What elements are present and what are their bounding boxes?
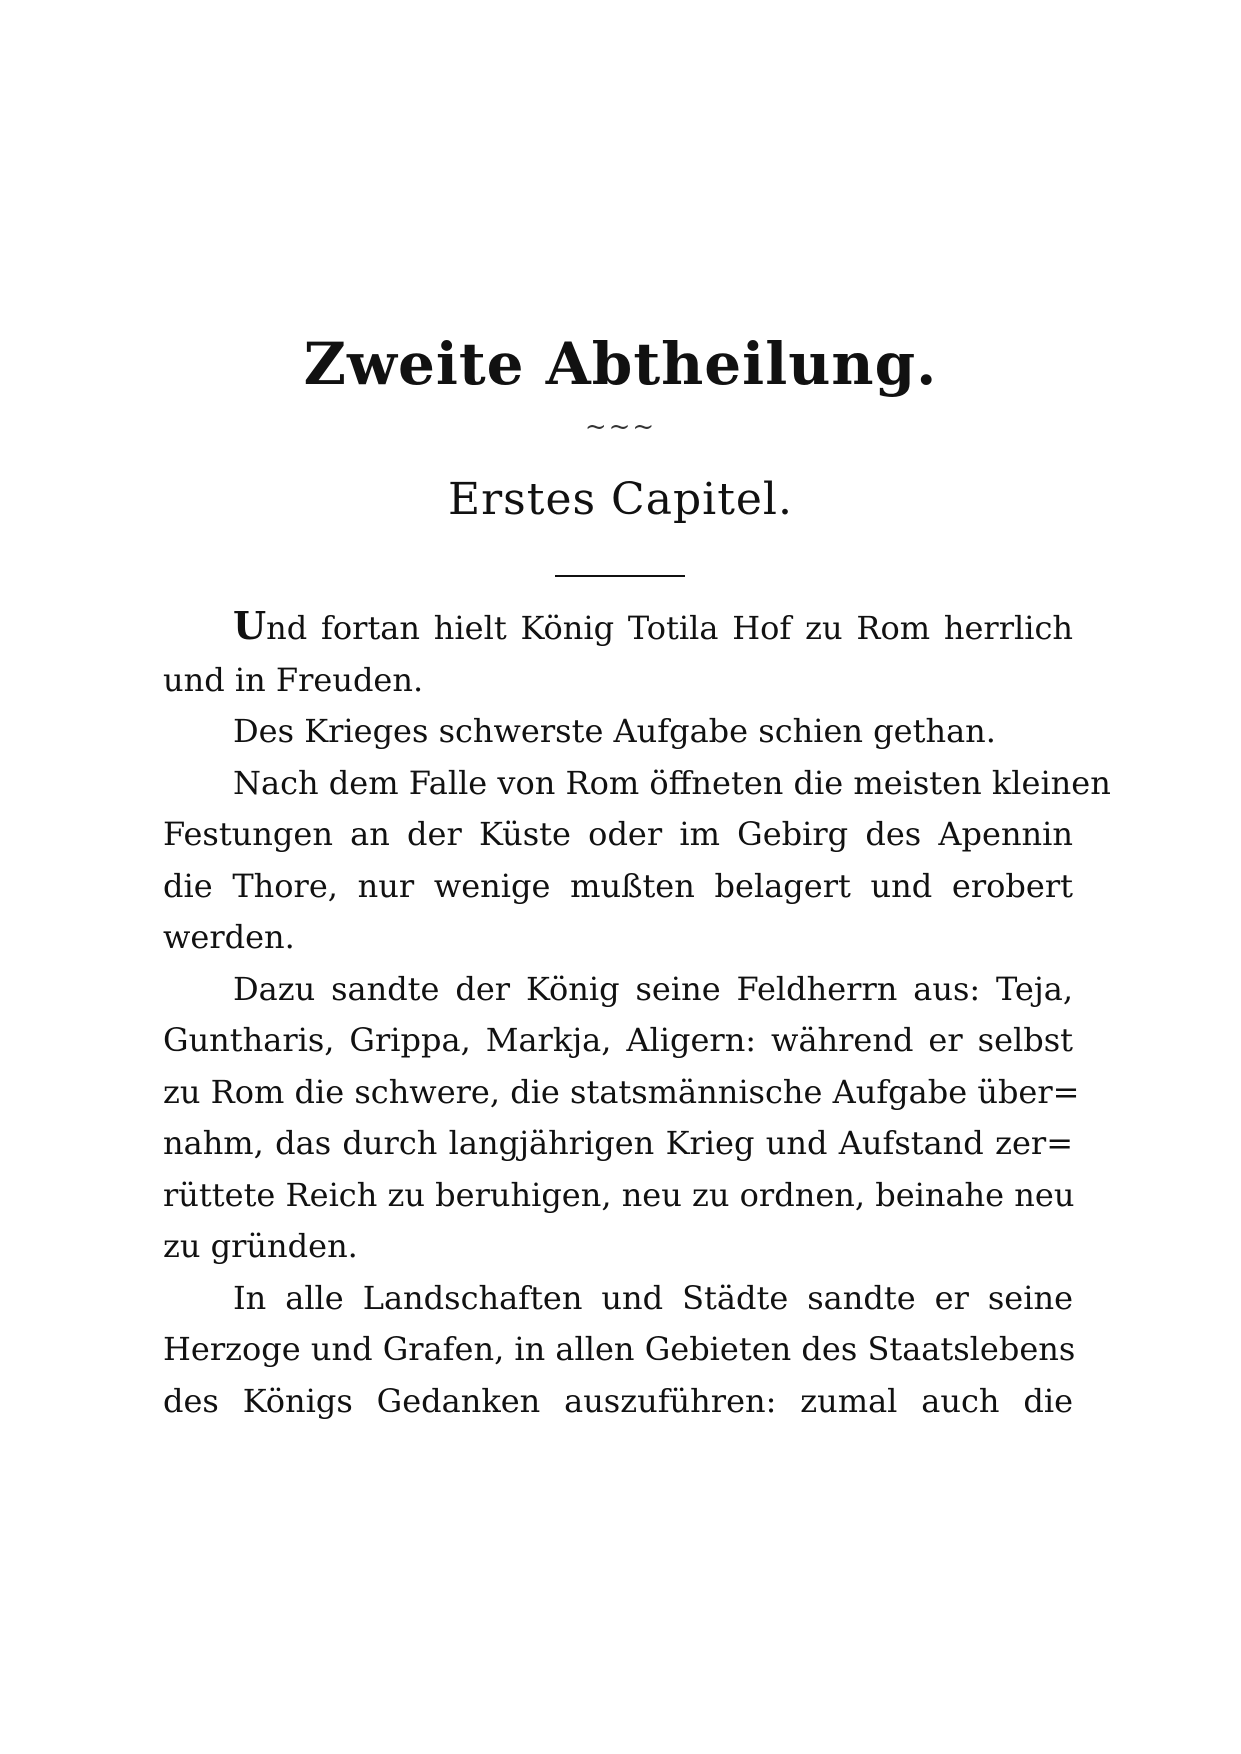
chapter-rule xyxy=(555,575,685,577)
text-line: nahm, das durch langjährigen Krieg und Aufstand zer= xyxy=(163,1124,1073,1162)
text-line: zu gründen. xyxy=(163,1227,358,1265)
text-line: Dazu sandte der König seine Feldherrn aus: Teja, xyxy=(233,969,1073,1008)
text-line: des Königs Gedanken auszuführen: zumal auch die xyxy=(163,1381,1073,1420)
text-line: Nach dem Falle von Rom öffneten die meisten kleinen xyxy=(233,763,1111,802)
text-line: Und fortan hielt König Totila Hof zu Rom herrlich xyxy=(233,603,1073,648)
part-title: Zweite Abtheilung. xyxy=(303,330,938,398)
initial-letter: U xyxy=(233,603,267,648)
ornament-divider: ~~~ xyxy=(584,412,657,442)
text-line: In alle Landschaften und Städte sandte er seine xyxy=(233,1278,1073,1317)
text-line: zu Rom die schwere, die statsmännische Aufgabe über= xyxy=(163,1072,1080,1111)
text-line: die Thore, nur wenige mußten belagert und erobert xyxy=(163,866,1073,905)
text-line: Des Krieges schwerste Aufgabe schien gethan. xyxy=(233,712,996,750)
text-line: und in Freuden. xyxy=(163,660,424,699)
text-line: werden. xyxy=(163,918,295,956)
text-line: Guntharis, Grippa, Markja, Aligern: während er selbst xyxy=(163,1021,1073,1059)
chapter-title: Erstes Capitel. xyxy=(448,474,793,525)
text-line: rüttete Reich zu beruhigen, neu zu ordnen, beinahe neu xyxy=(163,1175,1075,1214)
text-line: Herzoge und Grafen, in allen Gebieten des Staatslebens xyxy=(163,1330,1076,1368)
text-line: Festungen an der Küste oder im Gebirg des Apennin xyxy=(163,815,1073,853)
body-text xyxy=(163,600,1111,1427)
